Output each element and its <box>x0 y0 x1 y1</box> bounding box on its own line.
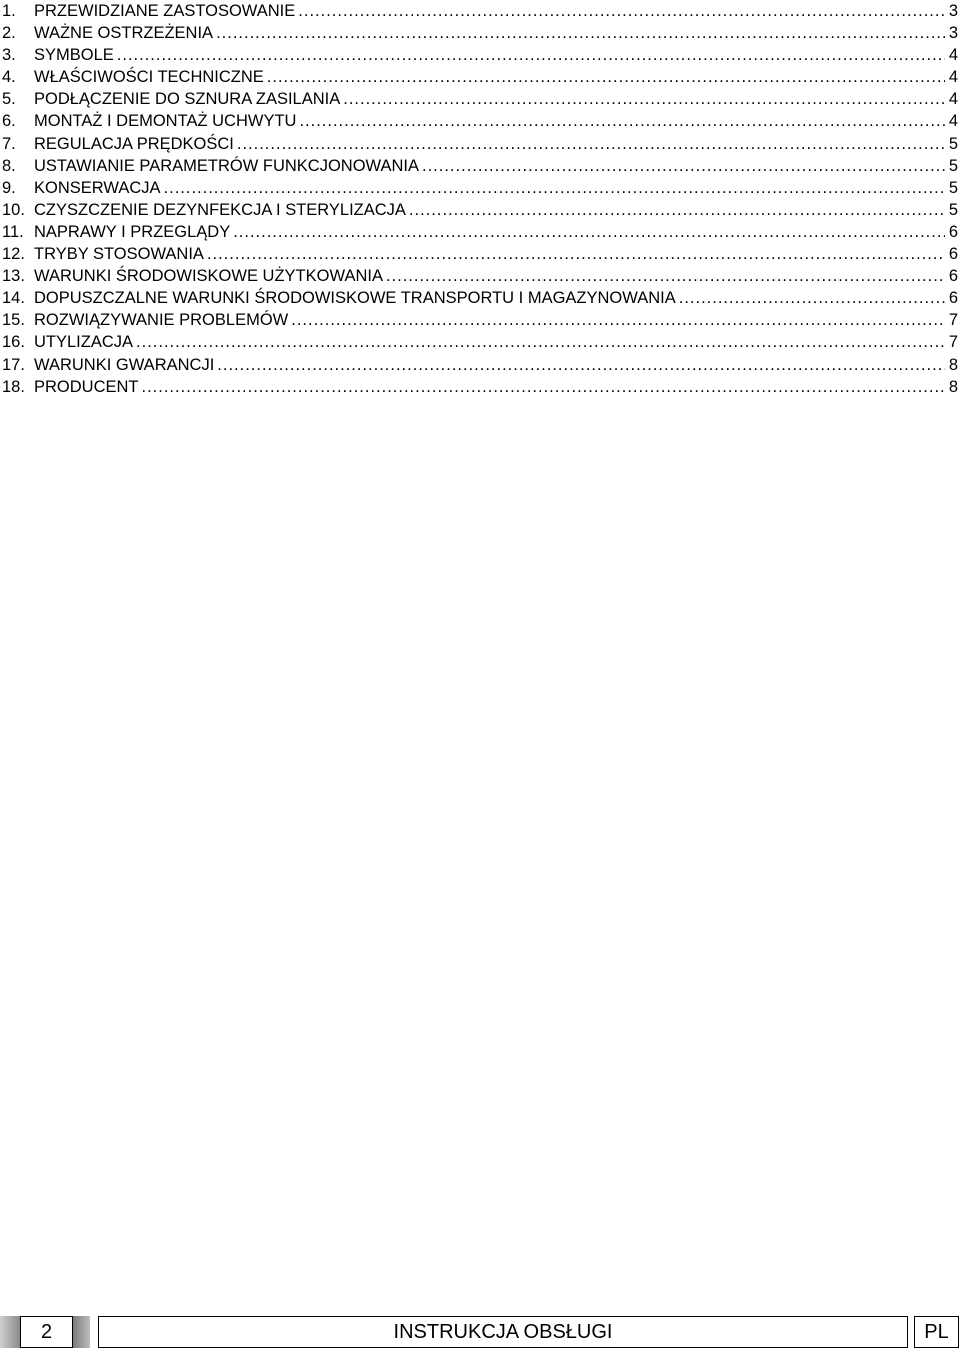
toc-entry[interactable] <box>0 331 958 353</box>
toc-title: CZYSZCZENIE DEZYNFEKCJA I STERYLIZACJA <box>34 200 406 219</box>
toc-number: 16. <box>2 333 25 352</box>
toc-number: 13. <box>2 267 25 286</box>
toc-entry[interactable] <box>0 44 958 66</box>
toc-number: 4. <box>2 68 16 87</box>
toc-leader-dots <box>207 243 945 265</box>
toc-entry[interactable] <box>0 199 958 221</box>
toc-title: WŁAŚCIWOŚCI TECHNICZNE <box>34 68 264 87</box>
toc-page-number: 6 <box>948 245 958 264</box>
toc-entry[interactable] <box>0 243 958 265</box>
toc-entry[interactable] <box>0 88 958 110</box>
toc-title: WARUNKI GWARANCJI <box>34 355 215 374</box>
toc-number: 17. <box>2 355 25 374</box>
toc-leader-dots <box>679 287 945 309</box>
toc-number: 2. <box>2 24 16 43</box>
toc-leader-dots <box>233 221 945 243</box>
toc-title: ROZWIĄZYWANIE PROBLEMÓW <box>34 311 289 330</box>
toc-leader-dots <box>164 177 945 199</box>
toc-page-number: 6 <box>948 222 958 241</box>
toc-leader-dots <box>343 88 945 110</box>
toc-leader-dots <box>298 0 945 22</box>
toc-number: 11. <box>2 222 24 241</box>
toc-title: PODŁĄCZENIE DO SZNURA ZASILANIA <box>34 90 341 109</box>
toc-title: WAŻNE OSTRZEŻENIA <box>34 24 214 43</box>
toc-entry[interactable] <box>0 22 958 44</box>
toc-entry[interactable] <box>0 177 958 199</box>
toc-title: KONSERWACJA <box>34 178 161 197</box>
toc-page-number: 6 <box>948 289 958 308</box>
toc-title: REGULACJA PRĘDKOŚCI <box>34 134 234 153</box>
toc-page-number: 5 <box>948 156 958 175</box>
toc-leader-dots <box>291 309 945 331</box>
toc-title: NAPRAWY I PRZEGLĄDY <box>34 222 231 241</box>
toc-entry[interactable] <box>0 309 958 331</box>
toc-page-number: 4 <box>948 112 958 131</box>
toc-leader-dots <box>422 155 945 177</box>
toc-number: 15. <box>2 311 25 330</box>
toc-page-number: 3 <box>948 2 958 20</box>
toc-number: 10. <box>2 200 25 219</box>
toc-title: SYMBOLE <box>34 46 114 65</box>
footer-gradient-left <box>0 1316 20 1348</box>
toc-page-number: 7 <box>948 311 958 330</box>
toc-page-number: 4 <box>948 68 958 87</box>
toc-entry[interactable] <box>0 265 958 287</box>
toc-page-number: 4 <box>948 90 958 109</box>
toc-title: UTYLIZACJA <box>34 333 134 352</box>
toc-page-number: 8 <box>948 377 958 396</box>
toc-number: 12. <box>2 245 25 264</box>
toc-number: 14. <box>2 289 25 308</box>
toc-number: 9. <box>2 178 16 197</box>
toc-entry[interactable] <box>0 110 958 132</box>
toc-title: MONTAŻ I DEMONTAŻ UCHWYTU <box>34 112 297 131</box>
toc-entry[interactable] <box>0 0 958 22</box>
toc-page-number: 7 <box>948 333 958 352</box>
toc-leader-dots <box>136 331 945 353</box>
toc-entry[interactable] <box>0 66 958 88</box>
toc-page-number: 4 <box>948 46 958 65</box>
footer-gradient-middle <box>73 1316 90 1348</box>
toc-title: PRZEWIDZIANE ZASTOSOWANIE <box>34 2 296 20</box>
toc-entry[interactable] <box>0 133 958 155</box>
page-footer <box>0 1316 960 1350</box>
toc-title: WARUNKI ŚRODOWISKOWE UŻYTKOWANIA <box>34 267 383 286</box>
toc-entry[interactable] <box>0 221 958 243</box>
toc-leader-dots <box>237 133 945 155</box>
toc-title: USTAWIANIE PARAMETRÓW FUNKCJONOWANIA <box>34 156 420 175</box>
toc-leader-dots <box>142 376 945 398</box>
toc-number: 7. <box>2 134 16 153</box>
toc-page-number: 6 <box>948 267 958 286</box>
toc-number: 6. <box>2 112 16 131</box>
toc-entry[interactable] <box>0 376 958 398</box>
toc-entry[interactable] <box>0 354 958 376</box>
footer-page-number: 2 <box>20 1316 73 1348</box>
toc-page-number: 5 <box>948 134 958 153</box>
toc-page-number: 8 <box>948 355 958 374</box>
toc-leader-dots <box>299 110 945 132</box>
toc-title: PRODUCENT <box>34 377 139 396</box>
toc-title: DOPUSZCZALNE WARUNKI ŚRODOWISKOWE TRANSPORTU I MAGAZYNOWANIA <box>34 289 676 308</box>
toc-entry[interactable] <box>0 287 958 309</box>
toc-leader-dots <box>117 44 945 66</box>
toc-number: 1. <box>2 2 16 20</box>
toc-page-number: 5 <box>948 200 958 219</box>
toc-number: 18. <box>2 377 25 396</box>
toc-leader-dots <box>216 22 945 44</box>
toc-page-number: 3 <box>948 24 958 43</box>
toc-leader-dots <box>386 265 945 287</box>
toc-leader-dots <box>267 66 945 88</box>
toc-number: 8. <box>2 156 16 175</box>
toc-entry[interactable] <box>0 155 958 177</box>
toc-leader-dots <box>217 354 945 376</box>
toc-leader-dots <box>409 199 945 221</box>
toc-page-number: 5 <box>948 178 958 197</box>
toc-number: 5. <box>2 90 16 109</box>
footer-document-title: INSTRUKCJA OBSŁUGI <box>98 1316 908 1348</box>
table-of-contents <box>0 0 958 398</box>
toc-title: TRYBY STOSOWANIA <box>34 245 204 264</box>
footer-language-code: PL <box>914 1316 959 1348</box>
toc-number: 3. <box>2 46 16 65</box>
